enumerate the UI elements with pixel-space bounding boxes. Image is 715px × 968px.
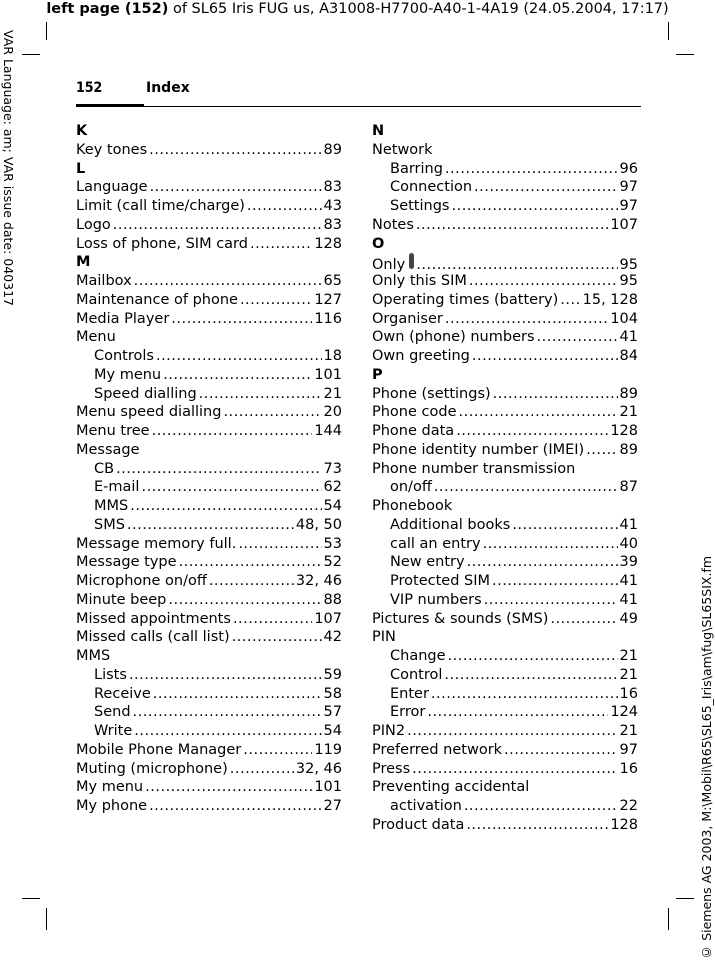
dot-leader <box>469 272 618 291</box>
index-term: Notes <box>372 216 414 233</box>
index-term: Own (phone) numbers <box>372 329 535 346</box>
index-entry <box>76 553 342 572</box>
index-column-right <box>372 122 638 835</box>
dot-leader <box>156 347 322 366</box>
index-entry <box>372 328 638 347</box>
index-page-ref: 107 <box>610 216 638 233</box>
index-term: Control <box>390 666 443 683</box>
index-subentry <box>76 385 342 404</box>
index-page-ref: 20 <box>323 404 342 421</box>
dot-leader <box>152 422 313 441</box>
index-term: Logo <box>76 216 111 233</box>
index-page-ref: 18 <box>323 348 342 364</box>
index-term: CB <box>94 460 115 477</box>
dot-leader <box>168 591 321 610</box>
index-group-heading <box>76 441 342 460</box>
index-subentry <box>372 178 638 197</box>
index-term: Phone (settings) <box>372 385 491 402</box>
index-entry <box>372 403 638 422</box>
index-entry <box>76 272 342 291</box>
dot-leader <box>233 610 312 629</box>
dot-leader <box>171 310 312 329</box>
dot-leader <box>459 403 618 422</box>
index-subentry <box>76 497 342 516</box>
print-header-rest: of SL65 Iris FUG us, A31008-H7700-A40-1-4A19 (24.05.2004, 17:17) <box>168 1 669 17</box>
index-term: Muting (microphone) <box>76 760 228 777</box>
index-column-left <box>76 122 342 816</box>
index-page-ref: 21 <box>619 723 638 739</box>
index-entry <box>76 760 342 779</box>
index-entry <box>76 403 342 422</box>
index-term: Message type <box>76 554 177 571</box>
index-page-ref: 89 <box>619 385 638 402</box>
index-page-ref: 42 <box>323 629 342 646</box>
dot-leader <box>412 760 617 779</box>
index-subentry <box>372 553 638 572</box>
dot-leader <box>550 610 617 629</box>
index-letter-heading <box>372 366 638 385</box>
dot-leader <box>504 741 618 760</box>
index-page-ref: 87 <box>619 479 638 496</box>
index-page-ref: 54 <box>323 723 342 739</box>
index-subentry <box>76 460 342 479</box>
index-entry <box>76 797 342 816</box>
index-entry <box>372 816 638 835</box>
index-entry <box>372 610 638 629</box>
dot-leader <box>243 741 312 760</box>
index-term: Receive <box>94 685 151 702</box>
index-term: MMS <box>76 648 111 664</box>
dot-leader <box>149 141 321 160</box>
index-letter-heading <box>372 122 638 141</box>
index-term: P <box>372 366 383 383</box>
index-term: My phone <box>76 798 148 814</box>
index-term: Loss of phone, SIM card <box>76 235 248 252</box>
index-term: Phone number transmission <box>372 460 576 477</box>
index-subentry <box>372 197 638 216</box>
index-page-ref: 43 <box>323 198 342 214</box>
index-subentry <box>76 347 342 366</box>
dot-leader <box>240 291 312 310</box>
index-entry <box>76 197 342 216</box>
index-entry <box>76 572 342 591</box>
index-page-ref: 101 <box>314 366 342 383</box>
index-page-ref: 97 <box>619 741 638 758</box>
header-rule <box>76 106 641 107</box>
crop-mark <box>668 22 669 40</box>
index-page-ref: 89 <box>619 441 638 458</box>
index-term: Microphone on/off <box>76 573 207 589</box>
index-subentry <box>372 516 638 535</box>
dot-leader <box>427 703 608 722</box>
index-subentry <box>76 685 342 704</box>
dot-leader <box>223 403 321 422</box>
index-page-ref: 58 <box>323 685 342 702</box>
index-term: Message <box>76 441 140 458</box>
crop-mark <box>22 54 40 55</box>
index-group-heading <box>372 778 638 797</box>
index-term: Controls <box>94 348 154 364</box>
index-entry <box>372 741 638 760</box>
index-term: N <box>372 123 385 139</box>
page-title: Index <box>146 80 190 96</box>
index-term: O <box>372 235 385 252</box>
index-page-ref: 15, 128 <box>582 291 638 308</box>
index-subentry <box>372 591 638 610</box>
index-term: Preventing accidental <box>372 779 530 796</box>
dot-leader <box>456 422 608 441</box>
index-page-ref: 39 <box>619 554 638 571</box>
dot-leader <box>416 256 617 272</box>
index-group-heading <box>76 647 342 666</box>
index-subentry <box>372 478 638 497</box>
side-note-left: VAR Language: am; VAR issue date: 040317 <box>1 30 16 306</box>
index-page-ref: 107 <box>314 610 342 627</box>
dot-leader <box>250 235 312 254</box>
index-entry <box>372 253 638 272</box>
index-subentry <box>372 572 638 591</box>
index-term: Phonebook <box>372 498 453 514</box>
index-term: Phone code <box>372 404 457 421</box>
index-group-heading <box>372 497 638 516</box>
index-term: Own greeting <box>372 348 470 364</box>
index-page-ref: 97 <box>619 179 638 196</box>
index-term: VIP numbers <box>390 591 482 608</box>
index-term: Limit (call time/charge) <box>76 198 245 214</box>
index-term: PIN2 <box>372 723 406 739</box>
index-page-ref: 41 <box>619 329 638 346</box>
dot-leader <box>492 572 618 591</box>
dot-leader <box>130 497 321 516</box>
dot-leader <box>448 647 618 666</box>
index-page-ref: 54 <box>323 498 342 514</box>
side-note-right: © Siemens AG 2003, M:\Mobil\R65\SL65_Iris\am\fug\SL65SIX.fm <box>699 556 714 960</box>
index-page-ref: 16 <box>619 685 638 702</box>
dot-leader <box>133 703 322 722</box>
index-page-ref: 21 <box>619 666 638 683</box>
dot-leader <box>445 160 618 179</box>
dot-leader <box>466 816 608 835</box>
index-term: Additional books <box>390 516 511 533</box>
index-entry <box>372 441 638 460</box>
index-entry <box>372 310 638 329</box>
index-term: My menu <box>94 366 162 383</box>
index-page-ref: 22 <box>619 798 638 814</box>
index-group-heading <box>76 328 342 347</box>
dot-leader <box>467 553 618 572</box>
index-term: Mobile Phone Manager <box>76 741 242 758</box>
crop-mark <box>46 22 47 40</box>
dot-leader <box>129 666 322 685</box>
index-page-ref: 95 <box>619 257 638 272</box>
index-subentry <box>76 366 342 385</box>
crop-mark <box>668 908 669 930</box>
index-term: Barring <box>390 160 443 177</box>
index-term: E-mail <box>94 479 140 496</box>
dot-leader <box>179 553 322 572</box>
index-entry <box>372 385 638 404</box>
index-term: New entry <box>390 554 465 571</box>
index-page-ref: 21 <box>619 404 638 421</box>
dot-leader <box>209 572 294 591</box>
index-term: Missed calls (call list) <box>76 629 230 646</box>
dot-leader <box>444 666 617 685</box>
index-page-ref: 21 <box>619 648 638 664</box>
index-group-heading <box>372 460 638 479</box>
index-term: M <box>76 254 91 271</box>
index-term: Only this SIM <box>372 273 467 289</box>
index-page-ref: 49 <box>619 610 638 627</box>
index-page-ref: 48, 50 <box>295 516 342 533</box>
dot-leader <box>113 216 322 235</box>
index-page-ref: 127 <box>314 291 342 308</box>
index-term: Send <box>94 704 131 721</box>
dot-leader <box>134 272 322 291</box>
index-term: Error <box>390 704 426 721</box>
index-page-ref: 32, 46 <box>295 760 342 777</box>
dot-leader <box>445 310 608 329</box>
dot-leader <box>238 535 321 554</box>
index-term: Mailbox <box>76 273 132 289</box>
dot-leader <box>512 516 617 535</box>
dot-leader <box>484 591 618 610</box>
dot-leader <box>451 197 617 216</box>
index-term: Key tones <box>76 141 148 158</box>
index-entry <box>76 591 342 610</box>
crop-mark <box>46 908 47 930</box>
index-group-heading <box>372 628 638 647</box>
index-term: PIN <box>372 629 396 646</box>
dot-leader <box>416 216 608 235</box>
index-page-ref: 128 <box>610 423 638 439</box>
index-page-ref: 83 <box>323 179 342 196</box>
dot-leader <box>127 516 294 535</box>
index-term: Lists <box>94 666 127 683</box>
index-page-ref: 83 <box>323 216 342 233</box>
dot-leader <box>116 460 321 479</box>
index-subentry <box>372 703 638 722</box>
index-page-ref: 119 <box>314 741 342 758</box>
index-page-ref: 95 <box>619 273 638 289</box>
index-subentry <box>372 160 638 179</box>
index-entry <box>372 272 638 291</box>
index-letter-heading <box>372 235 638 254</box>
index-page-ref: 124 <box>610 704 638 721</box>
index-page-ref: 101 <box>314 779 342 796</box>
index-entry <box>372 291 638 310</box>
dot-leader <box>434 478 618 497</box>
index-term: Product data <box>372 816 465 833</box>
index-page-ref: 88 <box>323 591 342 608</box>
index-term: Message memory full. <box>76 535 237 552</box>
index-subentry <box>76 478 342 497</box>
dot-leader <box>163 366 312 385</box>
index-page-ref: 16 <box>619 760 638 777</box>
index-term: MMS <box>94 498 129 514</box>
index-subentry <box>372 666 638 685</box>
index-page-ref: 89 <box>323 141 342 158</box>
index-entry <box>76 422 342 441</box>
index-letter-heading <box>76 253 342 272</box>
index-term: call an entry <box>390 535 481 552</box>
index-term: on/off <box>390 479 432 496</box>
index-term: Organiser <box>372 310 443 327</box>
print-header-bold: left page (152) <box>46 1 169 17</box>
crop-mark <box>676 54 694 55</box>
index-term: Enter <box>390 685 429 702</box>
index-term: Pictures & sounds (SMS) <box>372 610 549 627</box>
index-term: Press <box>372 760 411 777</box>
index-page-ref: 144 <box>314 423 342 439</box>
index-term: Maintenance of phone <box>76 291 238 308</box>
index-entry <box>76 628 342 647</box>
index-page-ref: 84 <box>619 348 638 364</box>
index-page-ref: 96 <box>619 160 638 177</box>
index-page-ref: 73 <box>323 460 342 477</box>
index-term: Only <box>372 257 406 272</box>
dot-leader <box>537 328 618 347</box>
index-entry <box>76 310 342 329</box>
index-term: Speed dialling <box>94 385 197 402</box>
index-term: Phone data <box>372 423 455 439</box>
index-page-ref: 52 <box>323 554 342 571</box>
dot-leader <box>134 722 321 741</box>
index-page-ref: 104 <box>610 310 638 327</box>
index-page-ref: 41 <box>619 516 638 533</box>
index-term: My menu <box>76 779 144 796</box>
index-subentry <box>76 516 342 535</box>
index-letter-heading <box>76 122 342 141</box>
index-subentry <box>76 666 342 685</box>
dot-leader <box>407 722 617 741</box>
dot-leader <box>141 478 321 497</box>
index-entry <box>372 722 638 741</box>
dot-leader <box>247 197 322 216</box>
dot-leader <box>474 178 618 197</box>
index-page-ref: 128 <box>610 816 638 833</box>
index-page-ref: 27 <box>323 798 342 814</box>
index-entry <box>76 535 342 554</box>
index-term: Protected SIM <box>390 573 490 589</box>
index-term: Settings <box>390 198 450 214</box>
index-term: Menu speed dialling <box>76 404 222 421</box>
crop-mark <box>676 898 694 899</box>
index-term: Menu tree <box>76 423 150 439</box>
index-entry <box>76 778 342 797</box>
index-term: Operating times (battery) <box>372 291 559 308</box>
index-entry <box>76 741 342 760</box>
index-page-ref: 32, 46 <box>295 573 342 589</box>
index-page-ref: 62 <box>323 479 342 496</box>
dot-leader <box>153 685 322 704</box>
index-entry <box>372 347 638 366</box>
page-number: 152 <box>76 80 103 96</box>
index-entry <box>76 291 342 310</box>
index-term: Language <box>76 179 148 196</box>
dot-leader <box>464 797 618 816</box>
dot-leader <box>149 797 321 816</box>
index-subentry <box>76 703 342 722</box>
dot-leader <box>145 778 312 797</box>
index-subentry <box>76 722 342 741</box>
index-entry <box>372 422 638 441</box>
index-term: Media Player <box>76 310 170 327</box>
index-subentry <box>372 535 638 554</box>
dot-leader <box>232 628 322 647</box>
index-term: Phone identity number (IMEI) <box>372 441 585 458</box>
index-page-ref: 41 <box>619 573 638 589</box>
dot-leader <box>230 760 294 779</box>
index-term: Minute beep <box>76 591 167 608</box>
index-page-ref: 116 <box>314 310 342 327</box>
dot-leader <box>150 178 322 197</box>
index-term: SMS <box>94 516 125 533</box>
index-term: L <box>76 160 86 177</box>
index-entry <box>76 610 342 629</box>
index-page-ref: 41 <box>619 591 638 608</box>
key-icon <box>409 253 414 269</box>
index-term: Menu <box>76 329 116 346</box>
index-entry <box>76 235 342 254</box>
index-page-ref: 59 <box>323 666 342 683</box>
index-page-ref: 21 <box>323 385 342 402</box>
index-subentry <box>372 797 638 816</box>
index-term: activation <box>390 798 462 814</box>
index-page-ref: 65 <box>323 273 342 289</box>
dot-leader <box>586 441 617 460</box>
index-entry <box>372 216 638 235</box>
index-letter-heading <box>76 160 342 179</box>
index-page-ref: 57 <box>323 704 342 721</box>
index-term: Connection <box>390 179 473 196</box>
index-subentry <box>372 647 638 666</box>
index-subentry <box>372 685 638 704</box>
index-term: K <box>76 123 88 139</box>
index-entry <box>372 760 638 779</box>
index-term: Missed appointments <box>76 610 231 627</box>
index-page-ref: 53 <box>323 535 342 552</box>
index-group-heading <box>372 141 638 160</box>
dot-leader <box>483 535 618 554</box>
dot-leader <box>493 385 618 404</box>
index-entry <box>76 141 342 160</box>
index-page-ref: 128 <box>314 235 342 252</box>
index-entry <box>76 216 342 235</box>
index-term: Preferred network <box>372 741 503 758</box>
index-term: Network <box>372 141 433 158</box>
index-page-ref: 40 <box>619 535 638 552</box>
index-page-ref: 97 <box>619 198 638 214</box>
index-term: Write <box>94 723 133 739</box>
crop-mark <box>22 898 40 899</box>
dot-leader <box>472 347 618 366</box>
index-entry <box>76 178 342 197</box>
dot-leader <box>199 385 322 404</box>
dot-leader <box>431 685 618 704</box>
dot-leader <box>560 291 580 310</box>
index-term: Change <box>390 648 446 664</box>
print-header <box>0 0 715 18</box>
